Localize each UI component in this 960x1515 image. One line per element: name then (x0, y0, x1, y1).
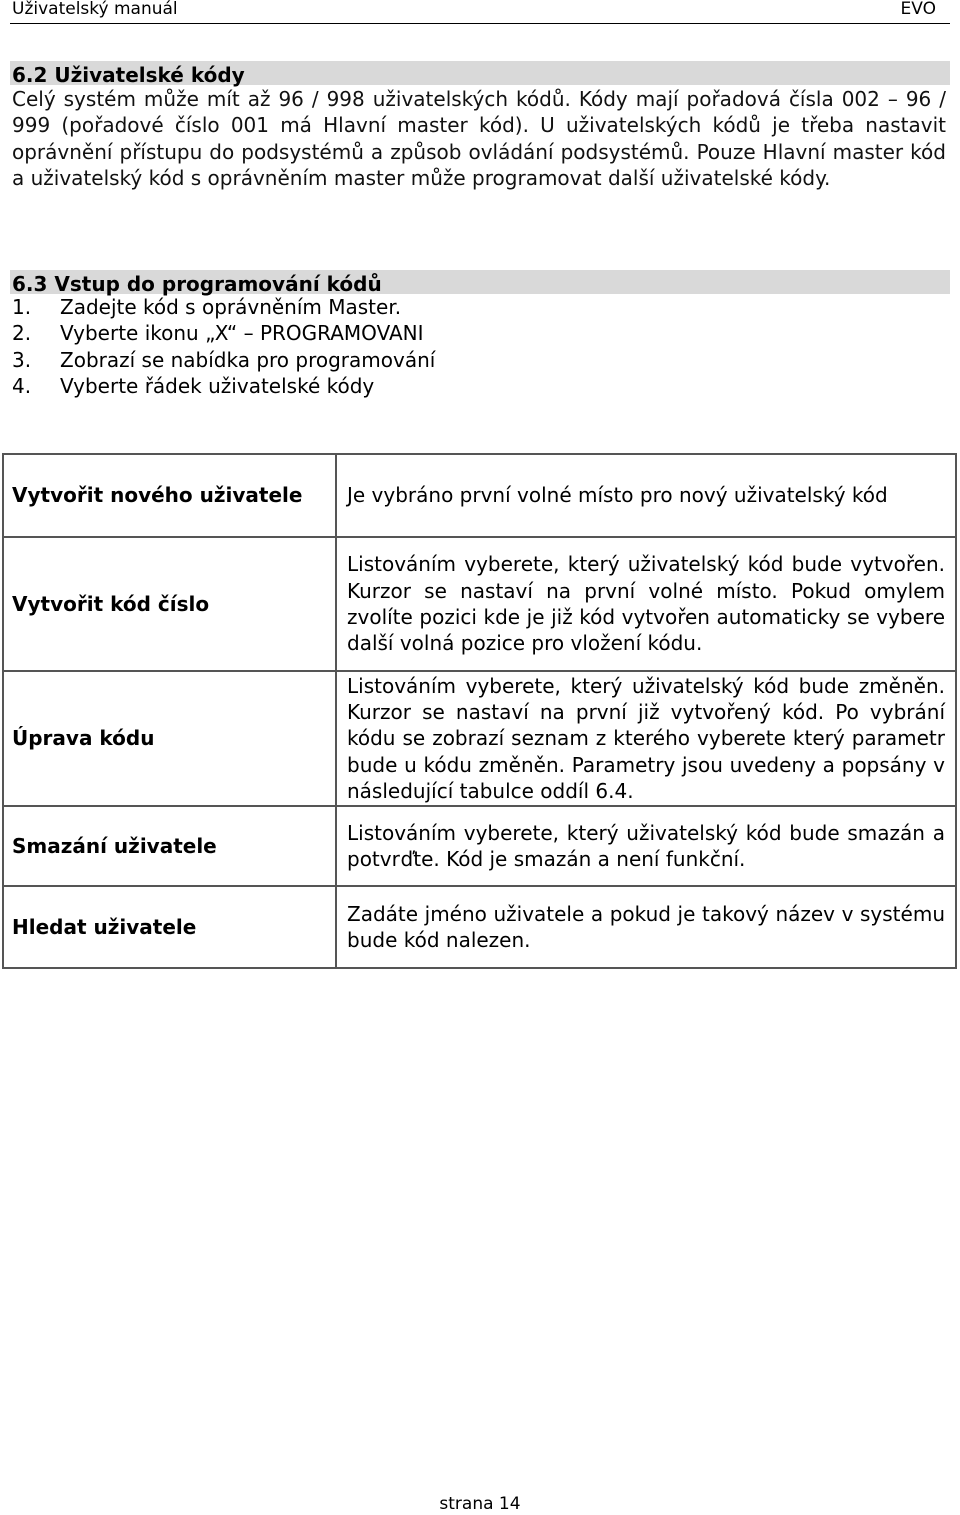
step-item (12, 320, 435, 346)
menu-option-label: Hledat uživatele (3, 886, 336, 968)
step-text: Vyberte řádek uživatelské kódy (60, 373, 375, 398)
section-heading-programming-entry: 6.3 Vstup do programování kódů (10, 270, 950, 294)
step-text: Vyberte ikonu „X“ – PROGRAMOVANI (60, 321, 424, 346)
header-divider (10, 23, 950, 24)
table-row (3, 671, 956, 806)
user-codes-paragraph: Celý systém může mít až 96 / 998 uživatelských kódů. Kódy mají pořadová čísla 002 – 96 / 999 (pořadové číslo 001 má Hlavní master kód). U uživatelských kódů je třeba nastavit oprávnění přístupu do podsystémů a způsob ovládání podsystémů. Pouze Hlavní master kód a uživatelský kód s oprávněním master může programovat další uživatelské kódy. (12, 87, 946, 190)
table-row (3, 454, 956, 537)
menu-option-description: Listováním vyberete, který uživatelský kód bude vytvořen. Kurzor se nastaví na první volné místo. Pokud omylem zvolíte pozici kde je již kód vytvořen automaticky se vybere další volná pozice pro vložení kódu. (336, 537, 956, 671)
step-item (12, 294, 435, 320)
user-codes-menu-table (2, 453, 957, 969)
menu-option-label: Vytvořit nového uživatele (3, 454, 336, 537)
step-item (12, 373, 435, 399)
product-name: EVO (900, 0, 936, 19)
manual-title: Uživatelský manuál (12, 0, 178, 19)
programming-steps-list (12, 294, 435, 399)
page-header (12, 0, 936, 20)
step-text: Zadejte kód s oprávněním Master. (60, 295, 402, 319)
table-row (3, 886, 956, 968)
section-heading-user-codes: 6.2 Uživatelské kódy (10, 61, 950, 85)
step-number: 3. (12, 347, 32, 372)
page-number: strana 14 (439, 1494, 521, 1514)
table-row (3, 537, 956, 671)
menu-option-label: Úprava kódu (3, 671, 336, 806)
table-row (3, 806, 956, 886)
menu-option-description: Listováním vyberete, který uživatelský kód bude smazán a potvrďte. Kód je smazán a není funkční. (336, 806, 956, 886)
step-item (12, 347, 435, 373)
menu-option-description: Je vybráno první volné místo pro nový uživatelský kód (336, 454, 956, 537)
menu-option-description: Listováním vyberete, který uživatelský kód bude změněn. Kurzor se nastaví na první již vytvořený kód. Po vybrání kódu se zobrazí seznam z kterého vyberete který parametr bude u kódu změněn. Parametry jsou uvedeny a popsány v následující tabulce oddíl 6.4. (336, 671, 956, 806)
menu-option-label: Vytvořit kód číslo (3, 537, 336, 671)
menu-option-label: Smazání uživatele (3, 806, 336, 886)
step-number: 1. (12, 295, 32, 319)
step-text: Zobrazí se nabídka pro programování (60, 347, 436, 372)
menu-option-description: Zadáte jméno uživatele a pokud je takový název v systému bude kód nalezen. (336, 886, 956, 968)
step-number: 2. (12, 321, 32, 346)
step-number: 4. (12, 373, 32, 398)
